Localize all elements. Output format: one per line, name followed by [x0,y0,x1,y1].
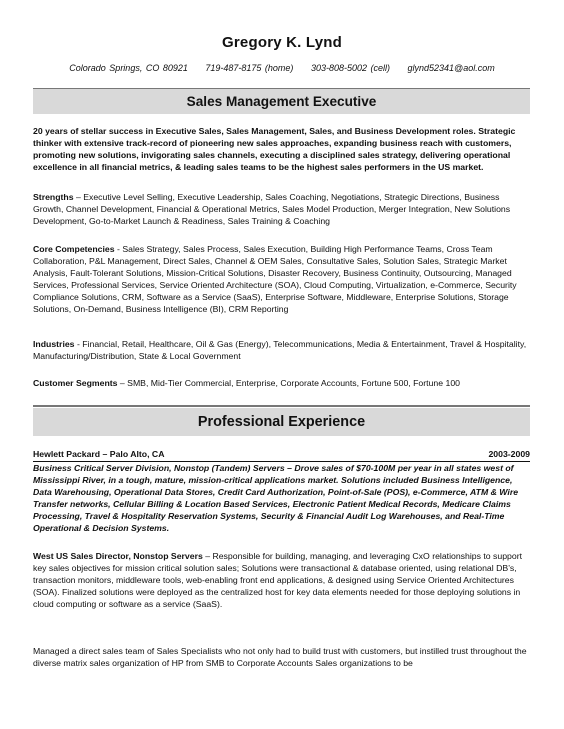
core-competencies-text: - Sales Strategy, Sales Process, Sales Execution, Building High Performance Teams, Cross Team Collaboration, P&L Management, Direct Sales, Channel & OEM Sales, Consultative Sales, Solution Sales, Strategic Market Analysis, Fault-Tolerant Solutions, Mission-Critical Solutions, Disaster Recovery, Business Continuity, Outsourcing, Managed Services, Professional Services, Service Oriented Architecture (SOA), Cloud Computing, Virtualization, e-Commerce, Security Compliance Solutions, CRM, Software as a Service (SaaS), Enterprise Software, Middleware, Enterprise Solutions, Storage Solutions, On-Demand, Business Intelligence (BI), CRM Reporting [33,244,517,315]
job-paragraph-two: Managed a direct sales team of Sales Specialists who not only had to build trust with customers, but instilled trust throughout the diverse matrix sales organization of HP from SMB to Corporate Accounts Sales organizations to be [33,646,527,669]
experience-divider [33,405,530,407]
job-role-text: – Responsible for building, managing, and leveraging CxO relationships to support key sales objectives for mission critical solution sales; Solutions were transactional & database oriented, using relational DB’s, transaction monitors, middleware tools, web-enabling front end applications, & designed using Service Oriented Architectures (SOA). Finalized solutions were deployed as the centralized host for key data elements needed for those deploying solutions in cloud computing or software as a service (SaaS). [33,551,523,610]
contact-line [0,63,564,73]
job-company: Hewlett Packard – Palo Alto, CA [33,449,165,459]
strengths-section [33,191,530,227]
job-dates: 2003-2009 [488,449,530,459]
contact-home-phone: 719-487-8175 (home) [205,63,294,73]
strengths-text: – Executive Level Selling, Executive Leadership, Sales Coaching, Negotiations, Strategic Directions, Business Growth, Channel Development, Financial & Operational Metrics, Sales Model Production, Merger Integration, New Solutions Development, Go-to-Market Launch & Readiness, Sales Training & Coaching [33,192,511,227]
customer-segments-text: – SMB, Mid-Tier Commercial, Enterprise, Corporate Accounts, Fortune 500, Fortune 100 [117,378,460,388]
job-role-title: West US Sales Director, Nonstop Servers [33,551,203,561]
contact-cell-phone: 303-808-5002 (cell) [310,63,390,73]
core-competencies-section [33,243,530,316]
summary-paragraph: 20 years of stellar success in Executive Sales, Sales Management, Sales, and Business Development roles. Strategic thinker with extensive track-record of pioneering new sales approaches, expanding business reach with customers, promoting new solutions, invigorating sales channels, executing a disciplined sales strategy, delivering operational excellence in all financial metrics, & leading sales teams to be the highest sales performers in the US market. [33,126,516,173]
experience-banner: Professional Experience [33,408,530,436]
customer-segments-label: Customer Segments [33,378,118,388]
industries-label: Industries [33,339,75,349]
job-header [33,449,530,462]
strengths-label: Strengths [33,192,74,202]
industries-section [33,338,530,362]
industries-text: - Financial, Retail, Healthcare, Oil & Gas (Energy), Telecommunications, Media & Entertainment, Travel & Hospitality, Manufacturing/Distribution, State & Local Government [33,339,527,362]
contact-location: Colorado Springs, CO 80921 [69,63,188,73]
job-division-description: Business Critical Server Division, Nonstop (Tandem) Servers – Drove sales of $70-100M per year in all states west of Mississippi River, in a tough, mature, mission-critical applications market. Solutions included Business Intelligence, Data Warehousing, Operational Data Stores, Credit Card Authorization, Point-of-Sale (POS), e-Commerce, ATM & Wire Transfer networks, Cellular Billing & Location Based Services, Electronic Patient Medical Records, Medicare Claims Processing, Travel & Hospitality Reservation Systems, Security & Financial Audit Log Warehouses, and Real-Time Operational & Decision Systems. [33,463,519,534]
core-competencies-label: Core Competencies [33,244,115,254]
title-banner: Sales Management Executive [33,89,530,114]
candidate-name: Gregory K. Lynd [222,34,342,51]
job-role-section [33,550,530,610]
contact-email[interactable]: glynd52341@aol.com [407,63,495,73]
customer-segments-section [33,377,530,389]
